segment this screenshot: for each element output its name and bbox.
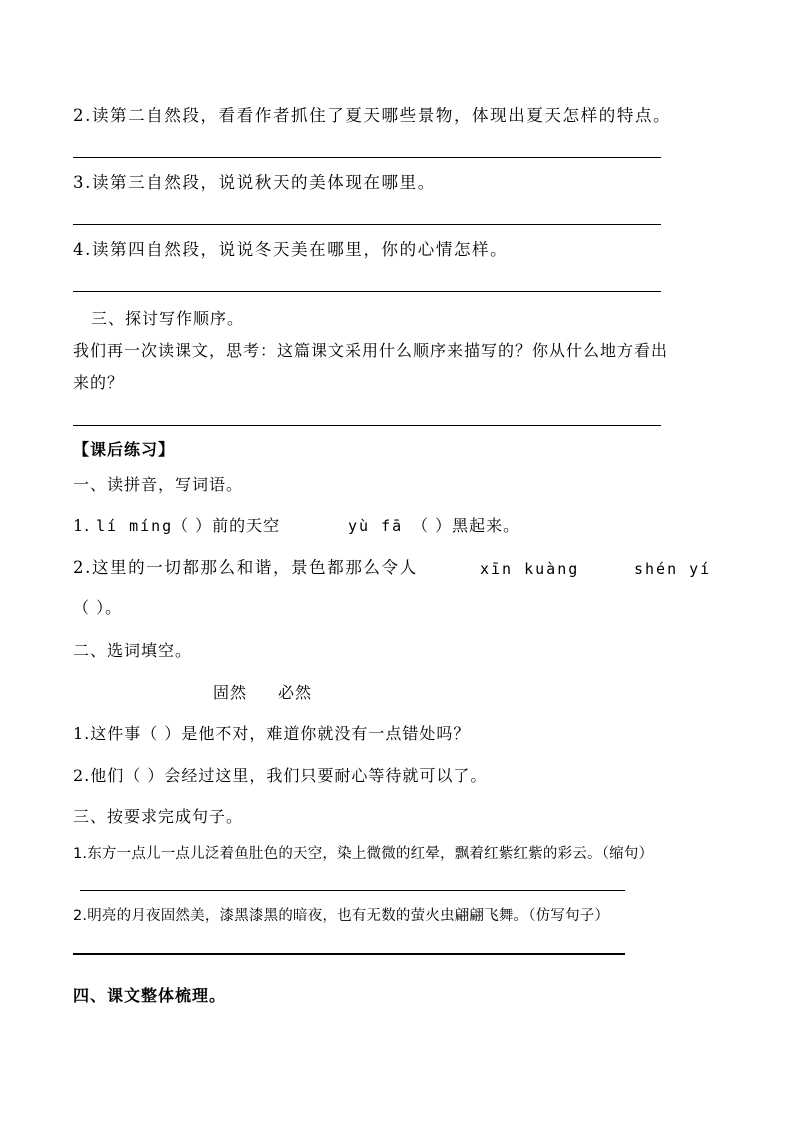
part1-item1-text2: （ ）黑起来。 xyxy=(412,516,521,535)
answer-line-writing-order xyxy=(73,425,661,426)
part3-heading: 三、按要求完成句子。 xyxy=(73,807,244,826)
question-4: 4.读第四自然段，说说冬天美在哪里，你的心情怎样。 xyxy=(73,240,509,259)
choice-word-guran: 固然 xyxy=(213,683,248,702)
part1-item1-text1: （ ）前的天空 xyxy=(172,516,281,535)
part1-item1-number: 1. xyxy=(73,516,91,535)
part2-item2: 2.他们（ ）会经过这里，我们只要耐心等待就可以了。 xyxy=(73,766,488,785)
choice-word-biran: 必然 xyxy=(278,683,313,702)
part3-item1: 1.东方一点儿一点儿泛着鱼肚色的天空，染上微微的红晕，飘着红紫红紫的彩云。（缩句） xyxy=(73,846,654,862)
pinyin-shenyi: shén yí xyxy=(634,560,712,578)
part1-heading: 一、读拼音，写词语。 xyxy=(73,475,244,494)
pinyin-xinkuang: xīn kuàng xyxy=(480,560,580,578)
part4-heading: 四、课文整体梳理。 xyxy=(73,986,227,1005)
answer-line-part3-item1 xyxy=(80,890,625,891)
pinyin-yufa: yù fā xyxy=(348,517,404,535)
part2-heading: 二、选词填空。 xyxy=(73,641,193,660)
part3-item2: 2.明亮的月夜固然美，漆黑漆黑的暗夜，也有无数的萤火虫翩翩飞舞。（仿写句子） xyxy=(73,908,610,924)
question-3: 3.读第三自然段，说说秋天的美体现在哪里。 xyxy=(73,173,436,192)
part1-item2-blank: （ ）。 xyxy=(73,598,123,617)
answer-line-q2 xyxy=(73,157,661,158)
answer-line-q4 xyxy=(73,291,661,292)
exercises-title: 【课后练习】 xyxy=(73,440,176,459)
part1-item2-text: 2.这里的一切都那么和谐，景色都那么令人 xyxy=(73,558,418,577)
writing-order-prompt-line2: 来的？ xyxy=(73,373,125,392)
answer-line-part3-item2 xyxy=(73,953,625,955)
section-heading-writing-order: 三、探讨写作顺序。 xyxy=(91,309,245,328)
pinyin-liming: lí míng xyxy=(96,517,174,535)
part2-item1: 1.这件事（ ）是他不对，难道你就没有一点错处吗？ xyxy=(73,724,471,743)
writing-order-prompt-line1: 我们再一次读课文，思考：这篇课文采用什么顺序来描写的？你从什么地方看出 xyxy=(73,341,669,360)
question-2: 2.读第二自然段，看看作者抓住了夏天哪些景物，体现出夏天怎样的特点。 xyxy=(73,106,672,125)
answer-line-q3 xyxy=(73,224,661,225)
